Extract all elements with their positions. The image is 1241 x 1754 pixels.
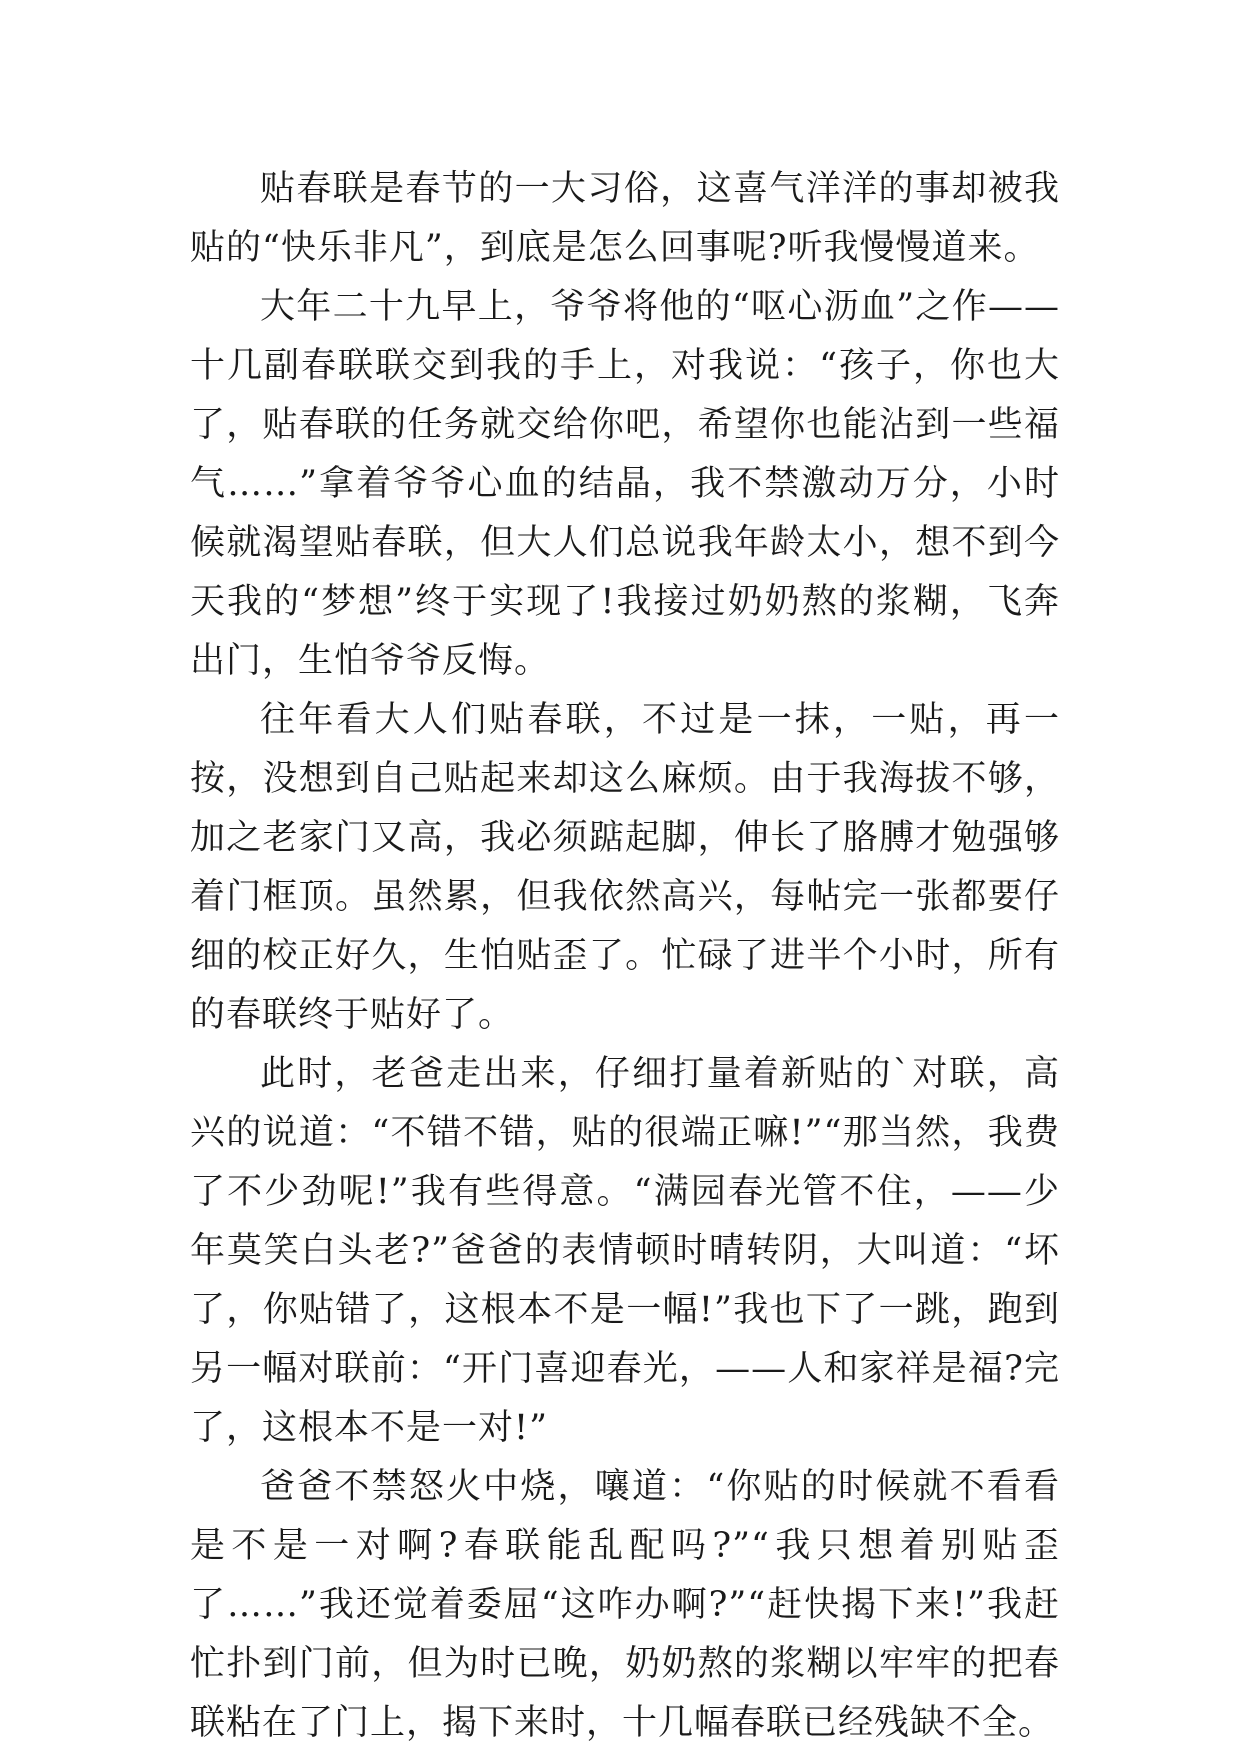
paragraph-4: 此时，老爸走出来，仔细打量着新贴的`对联，高兴的说道：“不错不错，贴的很端正嘛!”“那当然，我费了不少劲呢!”我有些得意。“满园春光管不住，——少年莫笑白头老?”爸爸的表情顿时晴转阴，大叫道：“坏了，你贴错了，这根本不是一幅!”我也下了一跳，跑到另一幅对联前：“开门喜迎春光，——人和家祥是福?完了，这根本不是一对!”: [190, 1054, 1060, 1448]
paragraph-2: 大年二十九早上，爷爷将他的“呕心沥血”之作——十几副春联联交到我的手上，对我说：“孩子，你也大了，贴春联的任务就交给你吧，希望你也能沾到一些福气……”拿着爷爷心血的结晶，我不禁激动万分，小时候就渴望贴春联，但大人们总说我年龄太小，想不到今天我的“梦想”终于实现了!我接过奶奶熬的浆糊，飞奔出门，生怕爷爷反悔。: [190, 287, 1060, 681]
paragraph-5: 爸爸不禁怒火中烧，嚷道：“你贴的时候就不看看是不是一对啊?春联能乱配吗?”“我只想着别贴歪了……”我还觉着委屈“这咋办啊?”“赶快揭下来!”我赶忙扑到门前，但为时已晚，奶奶熬的浆糊以牢牢的把春联粘在了门上，揭下来时，十几幅春联已经残缺不全。: [190, 1467, 1060, 1743]
essay-body: [190, 160, 1060, 1753]
paragraph-3: 往年看大人们贴春联，不过是一抹，一贴，再一按，没想到自己贴起来却这么麻烦。由于我海拔不够，加之老家门又高，我必须踮起脚，伸长了胳膊才勉强够着门框顶。虽然累，但我依然高兴，每帖完一张都要仔细的校正好久，生怕贴歪了。忙碌了进半个小时，所有的春联终于贴好了。: [190, 700, 1060, 1035]
paragraph-1: 贴春联是春节的一大习俗，这喜气洋洋的事却被我贴的“快乐非凡”，到底是怎么回事呢?听我慢慢道来。: [190, 169, 1060, 268]
